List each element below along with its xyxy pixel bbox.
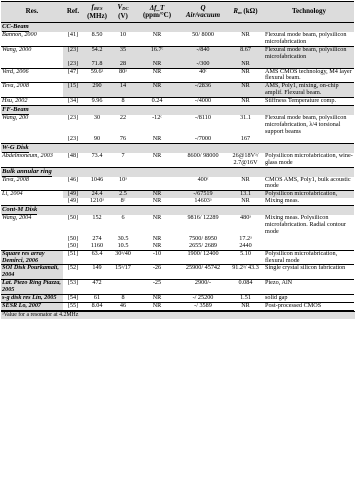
- table-row: [1, 198, 354, 205]
- table-row: [1, 115, 354, 136]
- table-row: [1, 236, 354, 243]
- reference: [23]: [63, 136, 83, 143]
- section-title: [1, 106, 354, 116]
- table-row: [1, 61, 354, 68]
- section-header-row: [1, 143, 354, 153]
- technology: Flexural mode beam, polysilicon microfabrication: [264, 46, 354, 60]
- motional-resistance: 26@18Vᵃ/ 2.7@16V: [227, 153, 264, 167]
- resonator-name: Lat. Piezo Ring Piazza, 2005: [1, 280, 63, 295]
- temperature-coefficient: NR: [135, 32, 179, 46]
- dc-voltage: 15ᵃ/17: [111, 265, 135, 280]
- section-header-row: [1, 23, 354, 33]
- motional-resistance: NR: [227, 68, 264, 83]
- motional-resistance: NR: [227, 61, 264, 68]
- resonant-frequency: 9.96: [83, 98, 111, 106]
- temperature-coefficient: NR: [135, 243, 179, 250]
- quality-factor: 1900/ 12400: [179, 250, 227, 265]
- table-row: [1, 68, 354, 83]
- dc-voltage: 22: [119, 115, 127, 122]
- dc-voltage: 8ᶜ: [111, 198, 135, 205]
- temperature-coefficient: NR: [152, 215, 162, 222]
- motional-resistance: 1.51: [227, 295, 264, 303]
- reference: [50]: [63, 243, 83, 250]
- motional-resistance: 167: [227, 136, 264, 143]
- quality-factor: -/840: [179, 46, 227, 60]
- table-row: [1, 98, 354, 106]
- temperature-coefficient: -25: [135, 280, 179, 295]
- temperature-coefficient: -12ᶜ: [152, 115, 162, 122]
- resonant-frequency: 8.04: [83, 303, 111, 311]
- table-row: [1, 83, 354, 98]
- resonator-name: [1, 236, 63, 243]
- resonant-frequency: 71.8: [83, 61, 111, 68]
- reference: [34]: [63, 98, 83, 106]
- reference: [41]: [63, 32, 83, 46]
- resonant-frequency: 54.2: [83, 46, 111, 60]
- table-header-row: [1, 2, 354, 23]
- temperature-coefficient: NR: [135, 68, 179, 83]
- quality-factor: -/4000: [179, 98, 227, 106]
- temperature-coefficient: NR: [135, 191, 179, 198]
- quality-factor: -/300: [179, 61, 227, 68]
- section-title-text: CC-Beam: [2, 23, 29, 30]
- table-row: [1, 280, 354, 295]
- motional-resistance: 31.1: [240, 115, 251, 122]
- quality-factor: 400ᶜ: [179, 177, 227, 191]
- resonant-frequency: 1210ᵃ: [83, 198, 111, 205]
- technology: Flexural mode beam, polysilicon microfabrication, λ/4 torsional support beams: [265, 115, 347, 135]
- resonator-name: [1, 136, 63, 143]
- technology: solid gap: [264, 295, 354, 303]
- temperature-coefficient: 0.24: [135, 98, 179, 106]
- dc-voltage: 46: [111, 303, 135, 311]
- section-title-text: Cont-M Disk: [2, 206, 38, 214]
- header-fres: $f_{RES}$ (MHz): [83, 2, 111, 23]
- motional-resistance: NR: [227, 303, 264, 311]
- reference: [51]: [63, 250, 83, 265]
- quality-factor: -/8110: [195, 115, 211, 122]
- motional-resistance: 2440: [227, 243, 264, 250]
- technology: AMS, Poly1, mixing, on-chip amplif. Flexural beam.: [264, 83, 354, 98]
- resonant-frequency: 1160: [83, 243, 111, 250]
- reference: [23]: [63, 61, 83, 68]
- quality-factor: -/7000: [179, 136, 227, 143]
- temperature-coefficient: NR: [135, 136, 179, 143]
- section-title-text: FF-Beam: [2, 106, 29, 114]
- header-q: Q Air/vacuum: [179, 2, 227, 23]
- resonator-name: Hsu, 2002: [1, 98, 63, 106]
- resonant-frequency: 152: [92, 215, 102, 222]
- dc-voltage: 7: [111, 153, 135, 167]
- resonant-frequency: 63.4: [83, 250, 111, 265]
- resonator-comparison-table: [1, 1, 354, 311]
- quality-factor: 8600/ 98000: [179, 153, 227, 167]
- technology: Polysilicon microfabrication, wine-glass mode: [265, 152, 353, 166]
- resonant-frequency: 73.4: [83, 153, 111, 167]
- resonator-name: Bannon, 2000: [1, 32, 63, 46]
- temperature-coefficient: NR: [135, 198, 179, 205]
- dc-voltage: 2.5: [111, 191, 135, 198]
- technology: Post-processed CMOS: [264, 303, 354, 311]
- section-header-row: [1, 206, 354, 216]
- table-row: [1, 177, 354, 191]
- quality-factor: 40ᶜ: [179, 68, 227, 83]
- temperature-coefficient: -26: [135, 265, 179, 280]
- reference: [53]: [63, 280, 83, 295]
- table-row: [1, 250, 354, 265]
- resonator-name: Teva, 2008: [1, 177, 63, 191]
- dc-voltage: 30.5: [117, 235, 129, 242]
- table-row: [1, 295, 354, 303]
- dc-voltage: 10ᵃ: [111, 177, 135, 191]
- motional-resistance: NR: [227, 83, 264, 98]
- resonator-name: [1, 61, 63, 68]
- header-ref: Ref.: [63, 2, 83, 23]
- section-title: [1, 167, 354, 177]
- quality-factor: 50/ 8000: [179, 32, 227, 46]
- reference: [23]: [63, 46, 83, 60]
- reference: [55]: [63, 303, 83, 311]
- resonant-frequency: 24.4: [83, 191, 111, 198]
- motional-resistance: NR: [227, 32, 264, 46]
- quality-factor: 2900/-: [179, 280, 227, 295]
- technology: Polysilicon microfabrication,: [264, 191, 354, 198]
- resonant-frequency: 274: [92, 235, 102, 242]
- technology: [264, 136, 354, 143]
- temperature-coefficient: 16.7ᶜ: [135, 46, 179, 60]
- resonator-name: [1, 198, 63, 205]
- temperature-coefficient: [135, 177, 179, 191]
- resonator-name: [1, 243, 63, 250]
- motional-resistance: NR: [227, 198, 264, 205]
- resonator-name: Wang, 2004: [2, 215, 32, 222]
- table-row: [1, 136, 354, 143]
- dc-voltage: 10: [111, 32, 135, 46]
- resonator-name: Wang, 200: [2, 115, 29, 122]
- quality-factor: 7500/ 8950: [188, 235, 218, 242]
- table-row: [1, 46, 354, 60]
- dc-voltage: [111, 280, 135, 295]
- table-row: [1, 243, 354, 250]
- motional-resistance: NR: [227, 98, 264, 106]
- reference: [46]: [63, 177, 83, 191]
- quality-factor: 2655/ 2689: [179, 243, 227, 250]
- reference: [15]: [63, 83, 83, 98]
- motional-resistance: 5.10: [227, 250, 264, 265]
- table-body: [1, 23, 354, 311]
- technology: AMS CMOS technology, M4 layer flexural beam.: [264, 68, 354, 83]
- dc-voltage: 30ᵃ/40: [111, 250, 135, 265]
- dc-voltage: 76: [111, 136, 135, 143]
- table-row: [1, 265, 354, 280]
- quality-factor: 14603ᵃ: [179, 198, 227, 205]
- dc-voltage: 14: [111, 83, 135, 98]
- header-rm: $R_m$ (kΩ): [227, 2, 264, 23]
- table-row: [1, 303, 354, 311]
- motional-resistance: 91.2ᵃ/ 43.3: [227, 265, 264, 280]
- technology: Stiffness Temperature comp.: [264, 98, 354, 106]
- temperature-coefficient: NR: [135, 153, 179, 167]
- quality-factor: 25900/ 45742: [179, 265, 227, 280]
- reference: [23]: [67, 115, 79, 122]
- section-title: [1, 143, 354, 153]
- temperature-coefficient: NR: [135, 83, 179, 98]
- resonator-name: SESR Lo, 2007: [1, 303, 63, 311]
- section-header-row: [1, 106, 354, 116]
- resonator-name: Verd, 2006: [1, 68, 63, 83]
- motional-resistance: 17.2ᵃ: [239, 235, 252, 242]
- technology: Mixing meas. Polysilicon microfabrication. Radial contour mode: [265, 215, 346, 235]
- temperature-coefficient: NR: [135, 295, 179, 303]
- dc-voltage: 8: [111, 98, 135, 106]
- quality-factor: -/ 3589: [179, 303, 227, 311]
- temperature-coefficient: NR: [135, 303, 179, 311]
- table-row: [1, 215, 354, 236]
- resonator-comparison-table-wrapper: [1, 1, 354, 319]
- resonator-name: Teva, 2008: [1, 83, 63, 98]
- resonant-frequency: 472: [83, 280, 111, 295]
- resonant-frequency: 59.6ᵃ: [83, 68, 111, 83]
- header-res: Res.: [1, 2, 63, 23]
- resonant-frequency: 8.50: [83, 32, 111, 46]
- dc-voltage: 35: [111, 46, 135, 60]
- table-row: [1, 32, 354, 46]
- section-header-row: [1, 167, 354, 177]
- section-title-text: W-G Disk: [2, 143, 29, 151]
- technology: [264, 243, 354, 250]
- reference: [49]: [63, 191, 83, 198]
- dc-voltage: 10.5: [111, 243, 135, 250]
- header-tech: Technology: [264, 2, 354, 23]
- header-vdc: $V_{DC}$ (V): [111, 2, 135, 23]
- temperature-coefficient: -10: [135, 250, 179, 265]
- resonator-name: SOI Disk Pourkamali, 2004: [1, 265, 63, 280]
- technology: Polysilicon microfabrication, flexural mode: [264, 250, 354, 265]
- quality-factor: -/ 25200: [179, 295, 227, 303]
- resonator-name: s-g disk res Lin, 2005: [1, 295, 63, 303]
- resonator-name: Li, 2004: [2, 190, 23, 198]
- resonant-frequency: 30: [93, 115, 101, 122]
- quality-factor: 9816/ 12289: [187, 215, 219, 222]
- reference: [49]: [63, 198, 83, 205]
- technology: [264, 236, 354, 243]
- motional-resistance: NR: [227, 177, 264, 191]
- technology: CMOS AMS, Poly1, bulk acoustic mode: [264, 177, 354, 191]
- motional-resistance: 480ᵃ: [240, 215, 251, 222]
- quality-factor: -/2836: [179, 83, 227, 98]
- dc-voltage: 8: [111, 295, 135, 303]
- resonant-frequency: 1046: [83, 177, 111, 191]
- table-row: [1, 153, 354, 167]
- header-dft: Δf_T (ppm/°C): [135, 2, 179, 23]
- resonant-frequency: 90: [83, 136, 111, 143]
- resonator-name: Abdelmoneum, 2003: [1, 153, 63, 167]
- resonant-frequency: 149: [83, 265, 111, 280]
- section-title: [1, 206, 354, 216]
- dc-voltage: 80ᵃ: [111, 68, 135, 83]
- section-title-text: Bulk annular ring: [2, 167, 52, 175]
- reference: [52]: [63, 265, 83, 280]
- technology: Flexural mode beam, polysilicon microfabrication: [264, 32, 354, 46]
- section-title: [1, 23, 354, 33]
- reference: [48]: [63, 153, 83, 167]
- temperature-coefficient: NR: [152, 235, 162, 242]
- resonant-frequency: 290: [83, 83, 111, 98]
- technology: Single crystal silicon fabrication: [264, 265, 354, 280]
- dc-voltage: 28: [111, 61, 135, 68]
- reference: [54]: [63, 295, 83, 303]
- motional-resistance: 0.084: [227, 280, 264, 295]
- quality-factor: -/67519: [179, 191, 227, 198]
- dc-voltage: 6: [121, 215, 125, 222]
- table-row: [1, 191, 354, 198]
- technology: [264, 61, 354, 68]
- table-footnote: ᵃValue for a resonator at 4.2MHz: [1, 311, 355, 319]
- reference: [50]: [67, 235, 79, 242]
- technology: Mixing meas.: [264, 198, 354, 205]
- motional-resistance: 13.1: [227, 191, 264, 198]
- resonator-name: Square res array Demirci, 2006: [1, 250, 63, 265]
- reference: [50]: [67, 215, 79, 222]
- resonant-frequency: 61: [83, 295, 111, 303]
- motional-resistance: 8.67: [227, 46, 264, 60]
- reference: [47]: [63, 68, 83, 83]
- resonator-name: Wang, 2000: [2, 46, 32, 53]
- technology: Piezo, AlN: [264, 280, 354, 295]
- temperature-coefficient: NR: [135, 61, 179, 68]
